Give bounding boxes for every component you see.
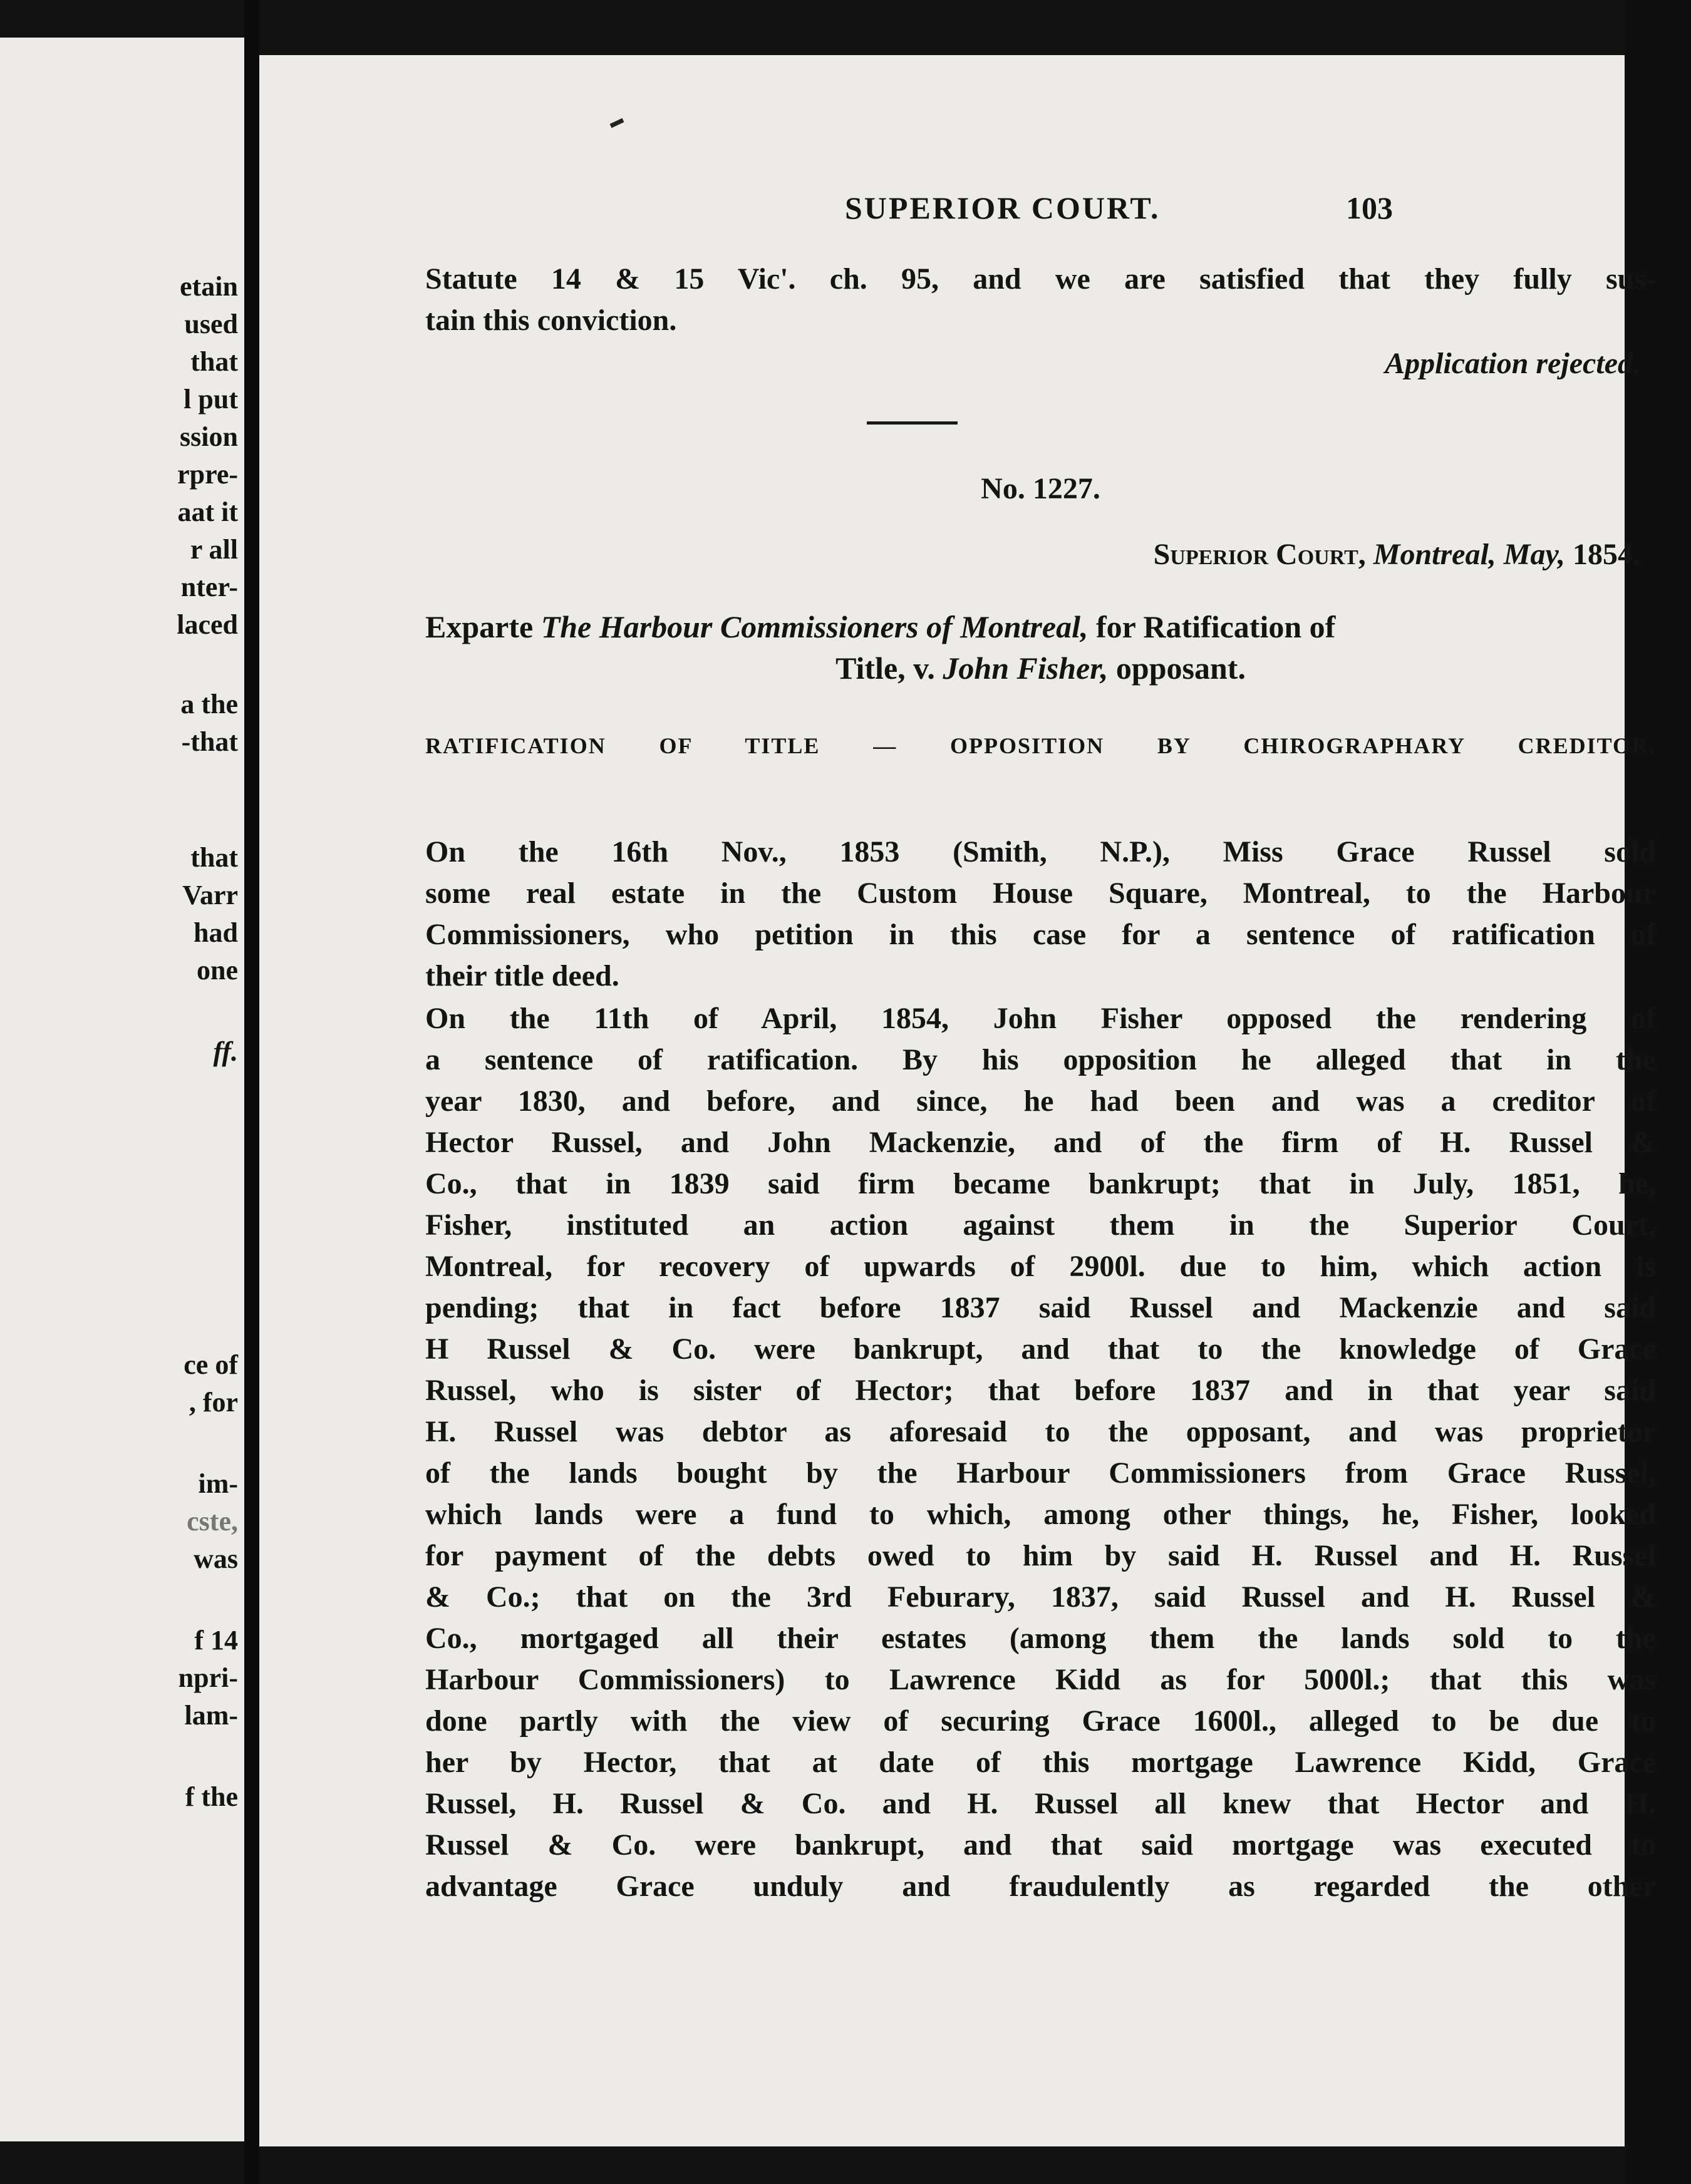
case-title-prefix: Exparte — [425, 609, 534, 644]
body-line: Hector Russel, and John Mackenzie, and of the firm of H. Russel & — [425, 1126, 1656, 1159]
left-fragment: nter- — [180, 572, 238, 602]
body-line: Commissioners, who petition in this case for a sentence of ratification of — [425, 918, 1656, 951]
left-fragment: aat it — [177, 497, 238, 527]
main-page — [259, 55, 1656, 2146]
body-line: Fisher, instituted an action against them in the Superior Court, — [425, 1208, 1656, 1242]
body-line: Co., mortgaged all their estates (among them the lands sold to the — [425, 1622, 1656, 1655]
left-fragment: , for — [189, 1387, 238, 1418]
left-fragment: -that — [181, 726, 238, 757]
left-fragment: laced — [177, 609, 238, 640]
ink-speck — [610, 118, 624, 128]
left-fragment: f the — [185, 1781, 238, 1812]
left-fragment: lam- — [184, 1700, 238, 1731]
case-title-party: The Harbour Commissioners of Montreal, — [540, 609, 1089, 644]
left-fragment: a the — [180, 689, 238, 719]
body-line: for payment of the debts owed to him by said H. Russel and H. Russel — [425, 1539, 1656, 1572]
left-fragment: Varr — [182, 880, 238, 910]
left-fragment: cste, — [187, 1506, 238, 1537]
left-fragment: one — [197, 955, 238, 986]
left-fragment: rpre- — [177, 459, 238, 490]
court-place-date: Montreal, May, — [1373, 538, 1565, 571]
left-fragment: f 14 — [194, 1625, 238, 1656]
book-gutter — [244, 0, 259, 2184]
body-line: of the lands bought by the Harbour Commissioners from Grace Russel, — [425, 1456, 1656, 1490]
left-fragment: r all — [190, 534, 238, 565]
case-title-line2-party: John Fisher, — [943, 651, 1109, 686]
body-line: Russel, who is sister of Hector; that before 1837 and in that year said — [425, 1374, 1656, 1407]
left-fragment: npri- — [178, 1662, 238, 1693]
body-line: year 1830, and before, and since, he had been and was a creditor of — [425, 1084, 1656, 1118]
continuation-line: tain this conviction. — [425, 304, 677, 337]
court-year: 1854. — [1573, 538, 1640, 571]
body-line: their title deed. — [425, 959, 619, 992]
case-title-line2-a: Title, v. — [835, 651, 935, 686]
left-fragment: im- — [198, 1468, 238, 1499]
body-line: & Co.; that on the 3rd Feburary, 1837, said Russel and H. Russel & — [425, 1580, 1656, 1614]
body-line: which lands were a fund to which, among other things, he, Fisher, looked — [425, 1498, 1656, 1531]
body-line: On the 16th Nov., 1853 (Smith, N.P.), Miss Grace Russel sold — [425, 835, 1656, 868]
headnote: RATIFICATION OF TITLE — OPPOSITION BY CHIROGRAPHARY CREDITOR. — [425, 733, 1656, 758]
left-fragment: that — [190, 346, 238, 377]
body-line: some real estate in the Custom House Square, Montreal, to the Harbour — [425, 877, 1656, 910]
court-line — [425, 534, 1640, 575]
section-rule — [867, 421, 958, 425]
body-line: advantage Grace unduly and fraudulently as regarded the other — [425, 1870, 1656, 1903]
case-title-line2 — [425, 647, 1656, 689]
body-line: Co., that in 1839 said firm became bankrupt; that in July, 1851, he, — [425, 1167, 1656, 1200]
left-fragment: that — [190, 842, 238, 873]
left-fragment: etain — [180, 271, 238, 302]
disposition: Application rejected. — [1385, 347, 1640, 380]
court-name: Superior Court, — [1153, 538, 1366, 571]
body-line: On the 11th of April, 1854, John Fisher opposed the rendering of — [425, 1002, 1656, 1035]
left-page-edge — [0, 38, 244, 2141]
left-fragment: used — [184, 309, 238, 339]
body-line: a sentence of ratification. By his opposition he alleged that in the — [425, 1043, 1656, 1076]
page-number: 103 — [1346, 190, 1393, 225]
body-line: Russel, H. Russel & Co. and H. Russel all knew that Hector and H. — [425, 1787, 1656, 1820]
case-number: No. 1227. — [981, 472, 1100, 505]
left-fragment: had — [194, 917, 238, 948]
body-line: her by Hector, that at date of this mortgage Lawrence Kidd, Grace — [425, 1746, 1656, 1779]
left-fragment: l put — [184, 384, 238, 415]
running-header: SUPERIOR COURT. — [845, 190, 1161, 225]
case-title-line2-b: opposant. — [1115, 651, 1246, 686]
left-fragment: ce of — [184, 1349, 238, 1380]
body-line: Montreal, for recovery of upwards of 2900l. due to him, which action is — [425, 1250, 1656, 1283]
body-line: pending; that in fact before 1837 said Russel and Mackenzie and said — [425, 1291, 1656, 1324]
body-line: H. Russel was debtor as aforesaid to the opposant, and was proprietor — [425, 1415, 1656, 1448]
body-line: Harbour Commissioners) to Lawrence Kidd as for 5000l.; that this was — [425, 1663, 1656, 1696]
case-title-line1 — [425, 606, 1335, 647]
left-page-text-fragments — [0, 38, 244, 2141]
body-line: H Russel & Co. were bankrupt, and that to the knowledge of Grace — [425, 1332, 1656, 1366]
body-line: Russel & Co. were bankrupt, and that said mortgage was executed to — [425, 1828, 1656, 1862]
left-fragment: was — [194, 1543, 238, 1574]
continuation-line: Statute 14 & 15 Vic'. ch. 95, and we are satisfied that they fully sus- — [425, 262, 1656, 296]
left-fragment: ssion — [180, 421, 238, 452]
case-title-suffix: for Ratification of — [1095, 609, 1336, 644]
left-fragment: ff. — [213, 1036, 238, 1067]
body-line: done partly with the view of securing Grace 1600l., alleged to be due to — [425, 1704, 1656, 1738]
